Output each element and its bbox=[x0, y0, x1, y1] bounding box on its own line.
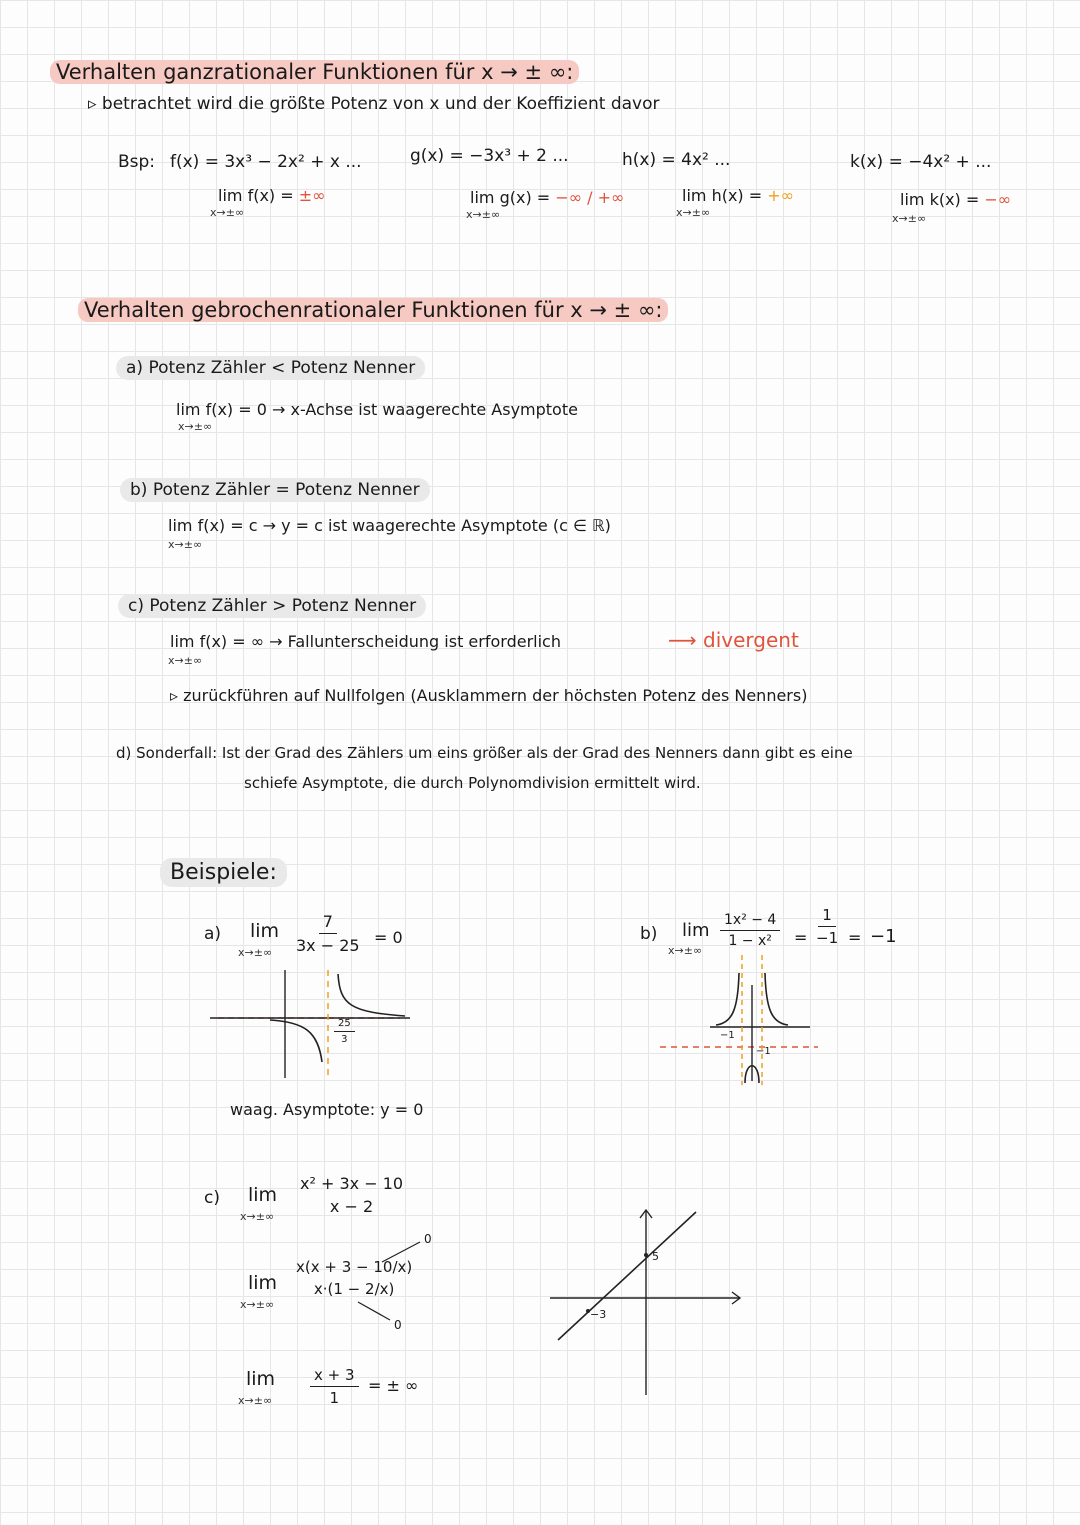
ex-a-graph bbox=[210, 960, 410, 1080]
case-c-divergent: ⟶ divergent bbox=[668, 628, 799, 652]
example-f-sub: x→±∞ bbox=[210, 206, 245, 219]
example-f-lim: lim f(x) = ±∞ bbox=[218, 186, 326, 205]
examples-title: Beispiele: bbox=[160, 860, 287, 885]
ex-c-step1-sub: x→±∞ bbox=[240, 1210, 275, 1223]
ex-c-step3-result: = ± ∞ bbox=[368, 1376, 419, 1395]
example-g-sub: x→±∞ bbox=[466, 208, 501, 221]
ex-b-graph bbox=[660, 955, 820, 1085]
example-g-result: −∞ / +∞ bbox=[555, 188, 625, 207]
ex-a-lim: lim bbox=[250, 920, 280, 942]
ex-b-curve-left bbox=[716, 973, 739, 1025]
case-d-line2: schiefe Asymptote, die durch Polynomdivision ermittelt wird. bbox=[244, 774, 701, 792]
ex-b-fraction2: $\frac{1}{-1}$ bbox=[816, 906, 839, 947]
ex-c-graph-label-x: −3 bbox=[590, 1308, 607, 1321]
ex-b-curve-right bbox=[765, 973, 788, 1025]
case-c-sub: x→±∞ bbox=[168, 654, 203, 667]
example-h-result: +∞ bbox=[767, 186, 794, 205]
ex-b-sub: x→±∞ bbox=[668, 944, 703, 957]
case-a-heading: a) Potenz Zähler < Potenz Nenner bbox=[116, 358, 425, 378]
ex-a-curve-left bbox=[270, 1020, 322, 1062]
case-a-line: lim f(x) = 0 → x-Achse ist waagerechte Asymptote bbox=[176, 400, 578, 419]
ex-a-graph-label: $\frac{25}{3}$ bbox=[334, 1018, 355, 1045]
example-k-sub: x→±∞ bbox=[892, 212, 927, 225]
ex-c-step1-lim: lim bbox=[248, 1184, 278, 1206]
example-g-func: g(x) = −3x³ + 2 ... bbox=[410, 146, 569, 166]
ex-b-graph-label-left: −1 bbox=[720, 1030, 735, 1041]
ex-c-label: c) bbox=[204, 1188, 220, 1208]
ex-b-fraction: $\frac{\text{1x² − 4}}{\text{1 − x²}}$ bbox=[720, 912, 780, 949]
ex-a-label: a) bbox=[204, 924, 222, 944]
example-h-lim: lim h(x) = +∞ bbox=[682, 186, 794, 205]
ex-b-graph-label-right: −1 bbox=[756, 1046, 771, 1057]
example-k-func: k(x) = −4x² + ... bbox=[850, 152, 992, 172]
ex-c-step2-arrows bbox=[380, 1236, 440, 1336]
section1-title: Verhalten ganzrationaler Funktionen für x → ± ∞: bbox=[50, 60, 579, 84]
ex-c-graph bbox=[550, 1200, 750, 1400]
section1-note: ▹ betrachtet wird die größte Potenz von x und der Koeffizient davor bbox=[88, 94, 660, 114]
example-h-func: h(x) = 4x² ... bbox=[622, 150, 731, 170]
ex-b-lim: lim bbox=[682, 920, 710, 941]
example-f-result: ±∞ bbox=[298, 186, 326, 205]
ex-b-eq2: = bbox=[848, 928, 862, 947]
ex-c-line bbox=[558, 1212, 696, 1340]
case-b-sub: x→±∞ bbox=[168, 538, 203, 551]
ex-c-step2-zero-num: 0 bbox=[424, 1232, 432, 1246]
example-k-result: −∞ bbox=[984, 190, 1012, 209]
case-c-heading: c) Potenz Zähler > Potenz Nenner bbox=[118, 596, 426, 616]
example-f-func: f(x) = 3x³ − 2x² + x ... bbox=[170, 152, 362, 172]
example-k-lim: lim k(x) = −∞ bbox=[900, 190, 1012, 209]
case-a-sub: x→±∞ bbox=[178, 420, 213, 433]
case-c-extra: ▹ zurückführen auf Nullfolgen (Ausklammern der höchsten Potenz des Nenners) bbox=[170, 686, 808, 705]
ex-c-step3-sub: x→±∞ bbox=[238, 1394, 273, 1407]
ex-a-result: = 0 bbox=[374, 928, 403, 947]
ex-b-result: −1 bbox=[870, 926, 897, 947]
example-g-lim: lim g(x) = −∞ / +∞ bbox=[470, 188, 625, 207]
case-b-line: lim f(x) = c → y = c ist waagerechte Asymptote (c ∈ ℝ) bbox=[168, 516, 611, 535]
ex-c-graph-label-y: 5 bbox=[652, 1250, 659, 1263]
example-h-sub: x→±∞ bbox=[676, 206, 711, 219]
case-c-line: lim f(x) = ∞ → Fallunterscheidung ist erforderlich bbox=[170, 632, 561, 651]
section2-title: Verhalten gebrochenrationaler Funktionen für x → ± ∞: bbox=[78, 298, 668, 322]
ex-c-step2-fraction: x(x + 3 − 10/x) x·(1 − 2/x) bbox=[296, 1258, 413, 1298]
ex-c-step3-fraction: $\frac{x + 3}{1}$ bbox=[310, 1366, 359, 1407]
ex-a-fraction: $\frac{7}{3x - 25}$ bbox=[296, 912, 360, 955]
bsp-label: Bsp: bbox=[118, 152, 156, 172]
ex-c-step2-sub: x→±∞ bbox=[240, 1298, 275, 1311]
ex-a-sub: x→±∞ bbox=[238, 946, 273, 959]
case-d-line1: d) Sonderfall: Ist der Grad des Zählers um eins größer als der Grad des Nenners dann gibt es eine bbox=[116, 744, 853, 762]
ex-b-label: b) bbox=[640, 924, 658, 944]
ex-c-step3-lim: lim bbox=[246, 1368, 276, 1390]
ex-c-step2-zero-den: 0 bbox=[394, 1318, 402, 1332]
ex-b-eq1: = bbox=[794, 928, 808, 947]
case-b-heading: b) Potenz Zähler = Potenz Nenner bbox=[120, 480, 430, 500]
ex-a-caption: waag. Asymptote: y = 0 bbox=[230, 1100, 424, 1119]
ex-c-step1-fraction: x² + 3x − 10 x − 2 bbox=[300, 1174, 404, 1216]
ex-c-step2-lim: lim bbox=[248, 1272, 278, 1294]
ex-a-curve-right bbox=[338, 974, 405, 1016]
